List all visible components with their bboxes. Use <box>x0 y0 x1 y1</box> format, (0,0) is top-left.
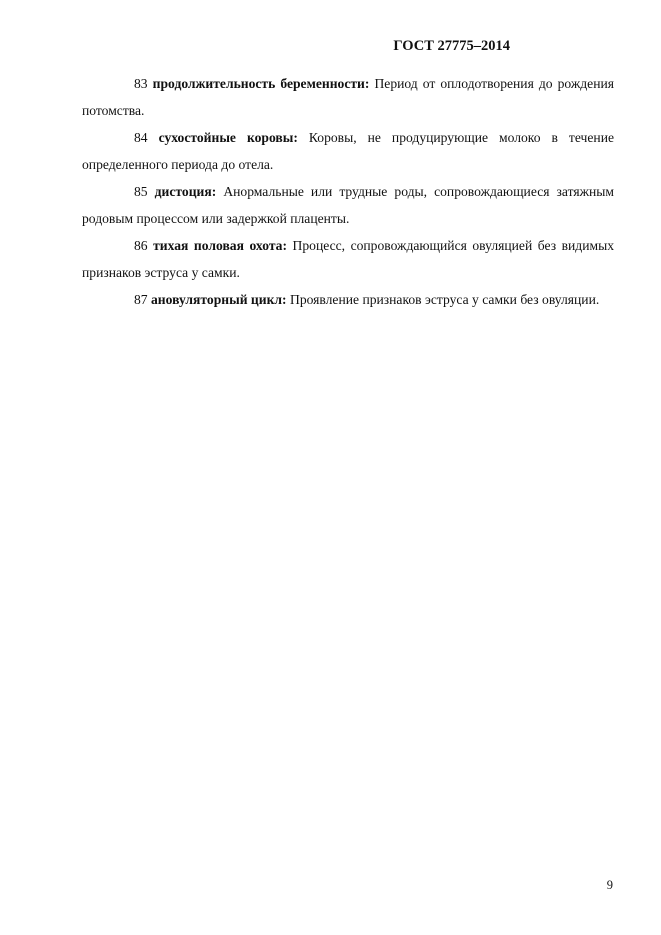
term-definition: Анормальные или трудные роды, сопровождающиеся затяжным родовым процессом или задержкой плаценты. <box>82 184 614 226</box>
term-title: сухостойные коровы: <box>158 130 298 145</box>
term-entry-83 <box>82 70 614 124</box>
term-definition: Процесс, сопровождающийся овуляцией без видимых признаков эструса у самки. <box>82 238 614 280</box>
entry-number: 87 <box>134 292 148 307</box>
term-title: дистоция: <box>154 184 217 199</box>
page-number: 9 <box>606 878 613 892</box>
term-title: ановуляторный цикл: <box>151 292 287 307</box>
entry-number: 84 <box>134 130 148 145</box>
entry-number: 86 <box>134 238 148 253</box>
terms-list <box>82 70 614 313</box>
term-entry-85 <box>82 178 614 232</box>
term-definition: Проявление признаков эструса у самки без овуляции. <box>290 292 600 307</box>
term-definition: Период от оплодотворения до рождения потомства. <box>82 76 615 118</box>
standard-header: ГОСТ 27775–2014 <box>393 38 510 54</box>
term-entry-86 <box>82 232 614 286</box>
entry-number: 85 <box>134 184 148 199</box>
term-definition: Коровы, не продуцирующие молоко в течение определенного периода до отела. <box>82 130 614 172</box>
term-entry-87 <box>82 286 614 313</box>
term-title: тихая половая охота: <box>153 238 287 253</box>
entry-number: 83 <box>134 76 148 91</box>
term-title: продолжительность беременности: <box>152 76 370 91</box>
term-entry-84 <box>82 124 614 178</box>
